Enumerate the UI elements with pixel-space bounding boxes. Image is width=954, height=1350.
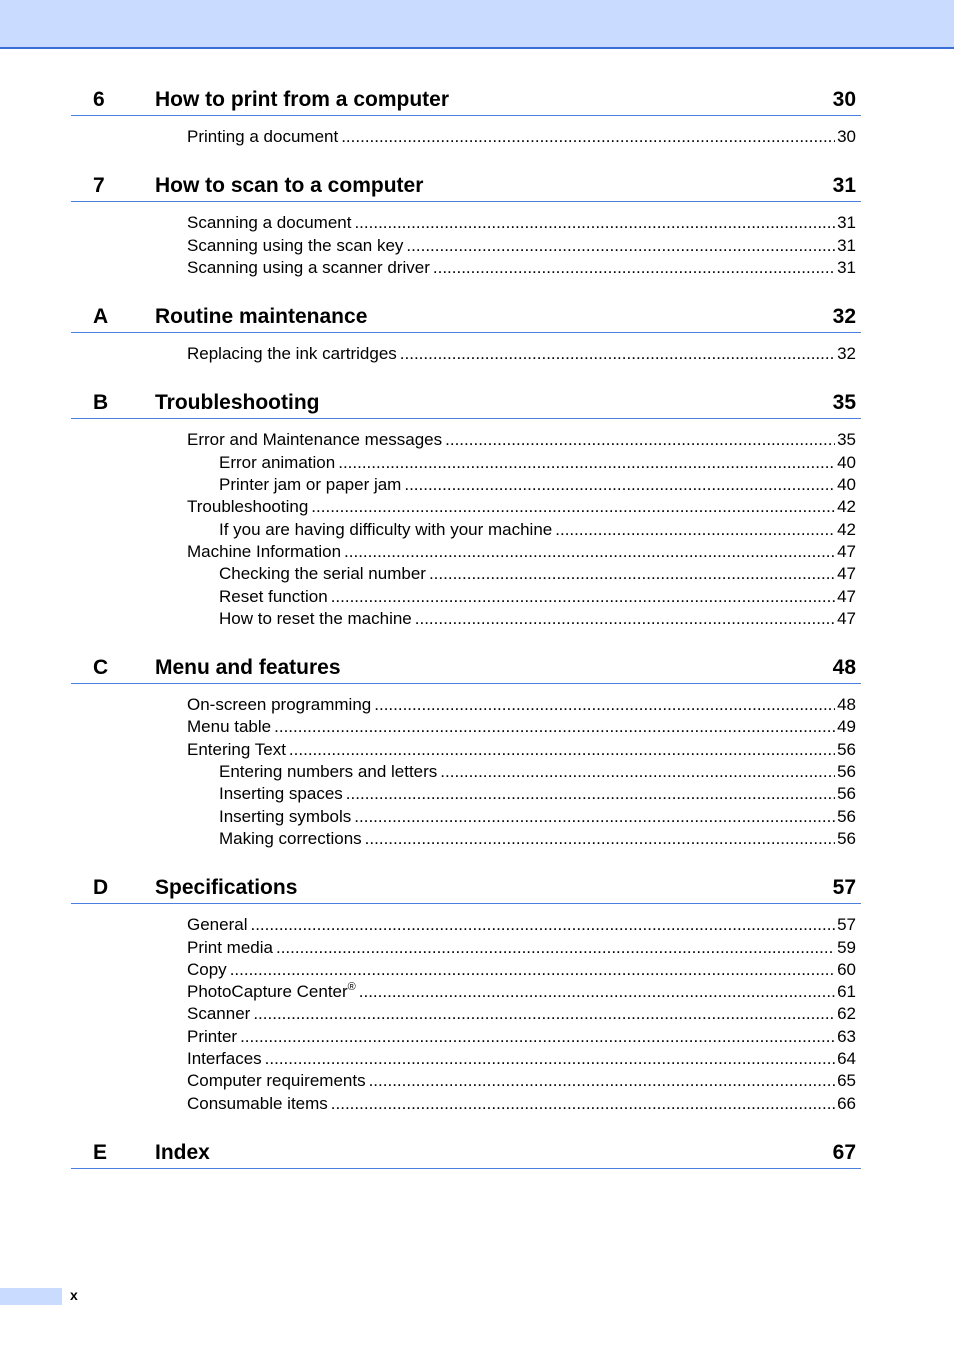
toc-entry-page-number: 63 — [837, 1026, 856, 1046]
dot-leader — [344, 541, 835, 563]
chapter-entries — [71, 684, 861, 850]
chapter-title: Menu and features — [155, 656, 341, 680]
toc-entry-title — [187, 496, 311, 518]
toc-entry-title — [219, 519, 555, 541]
chapter-title: Index — [155, 1140, 210, 1164]
toc-entry[interactable] — [219, 783, 856, 805]
chapter-number: C — [93, 656, 109, 680]
toc-entry-title — [187, 1070, 369, 1092]
toc-entry-title — [187, 1093, 331, 1115]
toc-entry[interactable] — [219, 806, 856, 828]
chapter-heading[interactable] — [71, 385, 861, 419]
toc-entry-title-text: How to reset the machine — [219, 608, 412, 628]
toc-entry[interactable] — [187, 1093, 856, 1115]
toc-entry-title-text: Entering numbers and letters — [219, 762, 438, 782]
registered-mark: ® — [347, 981, 356, 994]
chapter-heading[interactable] — [71, 82, 861, 116]
toc-entry-page-number: 59 — [837, 937, 856, 957]
toc-entry-title-text: Error animation — [219, 452, 336, 472]
toc-entry-title — [219, 586, 331, 608]
toc-entry-page-number: 47 — [837, 541, 856, 561]
chapter-section — [71, 870, 861, 1115]
toc-entry-title-text: Inserting spaces — [219, 784, 343, 804]
toc-entry[interactable] — [187, 343, 856, 365]
toc-entry-title-text: Printer — [187, 1026, 238, 1046]
toc-entry-title-text: Reset function — [219, 586, 328, 606]
dot-leader — [406, 235, 835, 257]
toc-entry[interactable] — [187, 257, 856, 279]
toc-entry[interactable] — [219, 828, 856, 850]
dot-leader — [365, 828, 835, 850]
toc-entry-title-text: PhotoCapture Center — [187, 982, 348, 1002]
chapter-number: 7 — [93, 174, 105, 198]
toc-entry-title-text: Troubleshooting — [187, 497, 309, 517]
chapter-entries — [71, 202, 861, 279]
chapter-number: 6 — [93, 88, 105, 111]
toc-entry[interactable] — [187, 1026, 856, 1048]
dot-leader — [369, 1070, 836, 1092]
table-of-contents — [71, 82, 861, 1189]
dot-leader — [555, 519, 835, 541]
chapter-title: Routine maintenance — [155, 305, 368, 329]
chapter-number: A — [93, 305, 109, 329]
dot-leader — [354, 806, 835, 828]
toc-entry-page-number: 57 — [837, 915, 856, 935]
toc-entry-title — [187, 959, 230, 981]
toc-entry-page-number: 49 — [837, 717, 856, 737]
footer-page-number: x — [70, 1287, 78, 1303]
toc-entry[interactable] — [219, 563, 856, 585]
toc-entry[interactable] — [187, 212, 856, 234]
toc-entry-page-number: 31 — [837, 235, 856, 255]
chapter-title: How to scan to a computer — [155, 174, 424, 198]
toc-entry-page-number: 56 — [837, 739, 856, 759]
toc-entry-title — [219, 563, 429, 585]
chapter-page-number: 57 — [832, 876, 856, 900]
toc-entry[interactable] — [219, 452, 856, 474]
dot-leader — [445, 429, 835, 451]
toc-entry[interactable] — [187, 1048, 856, 1070]
chapter-title: Troubleshooting — [155, 391, 320, 415]
toc-entry-page-number: 30 — [837, 127, 856, 146]
toc-entry-title-text: Copy — [187, 959, 227, 979]
chapter-page-number: 31 — [832, 174, 856, 198]
toc-entry-title — [187, 126, 341, 148]
dot-leader — [276, 937, 835, 959]
chapter-section — [71, 385, 861, 630]
toc-entry[interactable] — [219, 519, 856, 541]
dot-leader — [341, 126, 835, 148]
toc-entry[interactable] — [219, 761, 856, 783]
toc-entry-title — [187, 937, 276, 959]
dot-leader — [429, 563, 835, 585]
toc-entry-page-number: 56 — [837, 784, 856, 804]
toc-entry-page-number: 56 — [837, 806, 856, 826]
toc-entry-title — [187, 739, 289, 761]
dot-leader — [311, 496, 835, 518]
chapter-heading[interactable] — [71, 650, 861, 684]
toc-entry-title — [219, 452, 338, 474]
dot-leader — [274, 716, 835, 738]
toc-entry-title-text: Making corrections — [219, 828, 362, 848]
toc-entry[interactable] — [187, 959, 856, 981]
toc-entry-page-number: 35 — [837, 430, 856, 450]
toc-entry[interactable] — [187, 937, 856, 959]
toc-entry-title — [187, 1048, 265, 1070]
toc-entry-page-number: 60 — [837, 959, 856, 979]
dot-leader — [331, 1093, 835, 1115]
toc-entry-title-text: Printing a document — [187, 127, 339, 146]
toc-entry[interactable] — [187, 429, 856, 451]
toc-entry-title-text: Scanning using the scan key — [187, 235, 404, 255]
toc-entry-title — [187, 1026, 240, 1048]
toc-entry-page-number: 42 — [837, 519, 856, 539]
dot-leader — [354, 212, 835, 234]
toc-entry-title — [187, 716, 274, 738]
toc-entry-page-number: 62 — [837, 1004, 856, 1024]
dot-leader — [253, 1003, 835, 1025]
toc-entry-title-text: Machine Information — [187, 541, 342, 561]
chapter-section — [71, 1135, 861, 1169]
toc-entry-title-text: Replacing the ink cartridges — [187, 344, 397, 364]
toc-entry-title — [219, 608, 415, 630]
dot-leader — [415, 608, 835, 630]
toc-entry-title — [187, 257, 433, 279]
chapter-section — [71, 82, 861, 148]
chapter-number: B — [93, 391, 109, 415]
chapter-entries — [71, 904, 861, 1115]
toc-entry[interactable] — [219, 586, 856, 608]
toc-entry-page-number: 47 — [837, 564, 856, 584]
chapter-number: D — [93, 876, 109, 900]
toc-entry-page-number: 56 — [837, 828, 856, 848]
dot-leader — [374, 694, 835, 716]
toc-entry-title-text: On-screen programming — [187, 695, 372, 715]
dot-leader — [400, 343, 835, 365]
toc-entry[interactable] — [187, 981, 856, 1003]
toc-entry-title-text: General — [187, 915, 248, 935]
header-band — [0, 0, 954, 49]
toc-entry[interactable] — [187, 716, 856, 738]
toc-entry-title-text: If you are having difficulty with your machine — [219, 519, 553, 539]
toc-entry-title-text: Computer requirements — [187, 1071, 366, 1091]
chapter-page-number: 30 — [832, 88, 856, 111]
toc-entry-title — [187, 981, 359, 1003]
toc-entry[interactable] — [219, 474, 856, 496]
chapter-section — [71, 168, 861, 279]
dot-leader — [289, 739, 835, 761]
dot-leader — [359, 981, 835, 1003]
toc-entry-page-number: 65 — [837, 1071, 856, 1091]
dot-leader — [331, 586, 835, 608]
chapter-page-number: 35 — [832, 391, 856, 415]
toc-entry-page-number: 42 — [837, 497, 856, 517]
toc-entry-title — [219, 783, 346, 805]
toc-entry-title-text: Scanner — [187, 1004, 251, 1024]
dot-leader — [240, 1026, 835, 1048]
toc-entry-title — [187, 343, 400, 365]
chapter-page-number: 67 — [832, 1140, 856, 1164]
dot-leader — [404, 474, 835, 496]
toc-entry-title-text: Scanning a document — [187, 213, 352, 233]
toc-entry[interactable] — [187, 126, 856, 148]
toc-entry-title-text: Inserting symbols — [219, 806, 352, 826]
toc-entry-title — [187, 1003, 253, 1025]
dot-leader — [250, 914, 835, 936]
toc-entry[interactable] — [187, 694, 856, 716]
toc-entry-title — [219, 806, 354, 828]
toc-entry-title-text: Error and Maintenance messages — [187, 430, 443, 450]
toc-entry-page-number: 66 — [837, 1093, 856, 1113]
toc-entry-title-text: Scanning using a scanner driver — [187, 257, 430, 277]
chapter-entries — [71, 116, 861, 148]
toc-entry-title-text: Checking the serial number — [219, 564, 426, 584]
toc-entry-title-text: Print media — [187, 937, 273, 957]
toc-entry-title — [187, 429, 445, 451]
dot-leader — [440, 761, 835, 783]
chapter-section — [71, 650, 861, 850]
chapter-heading[interactable] — [71, 1135, 861, 1169]
chapter-entries — [71, 419, 861, 630]
dot-leader — [230, 959, 835, 981]
chapter-page-number: 48 — [832, 656, 856, 680]
chapter-heading[interactable] — [71, 168, 861, 202]
toc-entry-title-text: Consumable items — [187, 1093, 328, 1113]
toc-entry[interactable] — [187, 914, 856, 936]
chapter-title: How to print from a computer — [155, 88, 449, 111]
toc-entry[interactable] — [187, 739, 856, 761]
toc-entry-page-number: 47 — [837, 608, 856, 628]
toc-entry-page-number: 48 — [837, 695, 856, 715]
toc-entry-page-number: 31 — [837, 257, 856, 277]
footer-tab — [0, 1288, 62, 1305]
toc-entry-page-number: 56 — [837, 762, 856, 782]
toc-entry-title — [187, 541, 344, 563]
chapter-number: E — [93, 1140, 108, 1164]
toc-entry[interactable] — [219, 608, 856, 630]
dot-leader — [338, 452, 835, 474]
toc-entry-title — [219, 828, 365, 850]
toc-entry-title-text: Entering Text — [187, 739, 286, 759]
toc-entry-title — [187, 235, 406, 257]
toc-entry-page-number: 47 — [837, 586, 856, 606]
toc-entry[interactable] — [187, 1070, 856, 1092]
toc-entry-page-number: 32 — [837, 344, 856, 364]
toc-entry[interactable] — [187, 235, 856, 257]
toc-entry[interactable] — [187, 496, 856, 518]
chapter-page-number: 32 — [832, 305, 856, 329]
dot-leader — [265, 1048, 835, 1070]
toc-entry-title — [187, 694, 374, 716]
toc-entry-title — [219, 474, 404, 496]
toc-entry-title — [187, 914, 250, 936]
chapter-heading[interactable] — [71, 299, 861, 333]
chapter-entries — [71, 333, 861, 365]
toc-entry-title-text: Menu table — [187, 717, 272, 737]
toc-entry-title — [219, 761, 440, 783]
toc-entry-page-number: 31 — [837, 213, 856, 233]
toc-entry-page-number: 64 — [837, 1049, 856, 1069]
toc-entry-title-text: Printer jam or paper jam — [219, 475, 402, 495]
toc-entry[interactable] — [187, 541, 856, 563]
toc-entry-page-number: 61 — [837, 982, 856, 1002]
chapter-title: Specifications — [155, 876, 298, 900]
toc-entry-title — [187, 212, 354, 234]
toc-entry[interactable] — [187, 1003, 856, 1025]
chapter-section — [71, 299, 861, 365]
dot-leader — [433, 257, 835, 279]
toc-entry-title-text: Interfaces — [187, 1049, 262, 1069]
toc-entry-page-number: 40 — [837, 452, 856, 472]
chapter-heading[interactable] — [71, 870, 861, 904]
toc-entry-page-number: 40 — [837, 475, 856, 495]
dot-leader — [346, 783, 835, 805]
